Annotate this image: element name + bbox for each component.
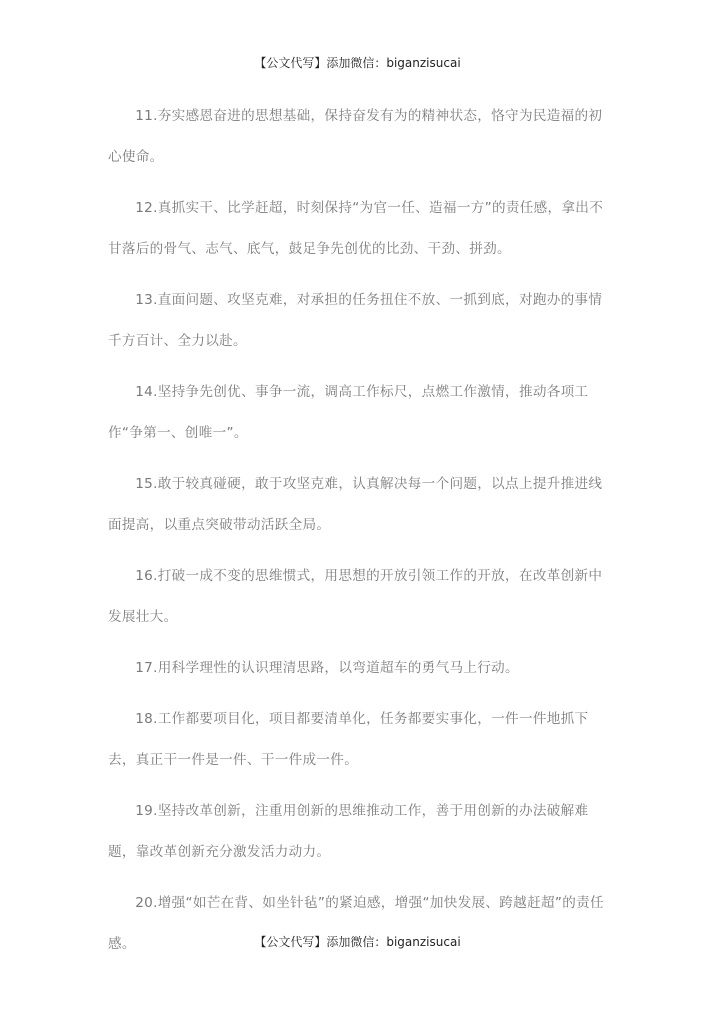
paragraph-20: 20.增强“如芒在背、如坐针毡”的紧迫感，增强“加快发展、跨越赶超”的责任感。 [108, 895, 604, 952]
page-footer: 【公文代写】添加微信：biganzisucai [254, 935, 461, 949]
paragraph-18: 18.工作都要项目化，项目都要清单化，任务都要实事化，一件一件地抓下去，真正干一件是一件、干一件成一件。 [108, 711, 589, 768]
paragraph-11: 11.夯实感恩奋进的思想基础，保持奋发有为的精神状态，恪守为民造福的初心使命。 [108, 108, 603, 165]
paragraph-12: 12.真抓实干、比学赶超，时刻保持“为官一任、造福一方”的责任感，拿出不甘落后的骨气、志气、底气，鼓足争先创优的比劲、干劲、拼劲。 [108, 200, 604, 257]
paragraph-17: 17.用科学理性的认识理清思路，以弯道超车的勇气马上行动。 [135, 660, 519, 676]
paragraph-16: 16.打破一成不变的思维惯式，用思想的开放引领工作的开放，在改革创新中发展壮大。 [108, 568, 603, 625]
paragraph-13: 13.直面问题、攻坚克难，对承担的任务扭住不放、一抓到底，对跑办的事情千方百计、全力以赴。 [108, 292, 603, 349]
paragraph-14: 14.坚持争先创优、事争一流，调高工作标尺，点燃工作激情，推动各项工作“争第一、创唯一”。 [108, 384, 589, 441]
paragraph-19: 19.坚持改革创新，注重用创新的思维推动工作，善于用创新的办法破解难题，靠改革创新充分激发活力动力。 [108, 803, 589, 860]
page-header: 【公文代写】添加微信：biganzisucai [254, 56, 461, 70]
paragraph-15: 15.敢于较真碰硬，敢于攻坚克难，认真解决每一个问题，以点上提升推进线面提高，以重点突破带动活跃全局。 [108, 476, 603, 533]
document-body [108, 96, 610, 975]
